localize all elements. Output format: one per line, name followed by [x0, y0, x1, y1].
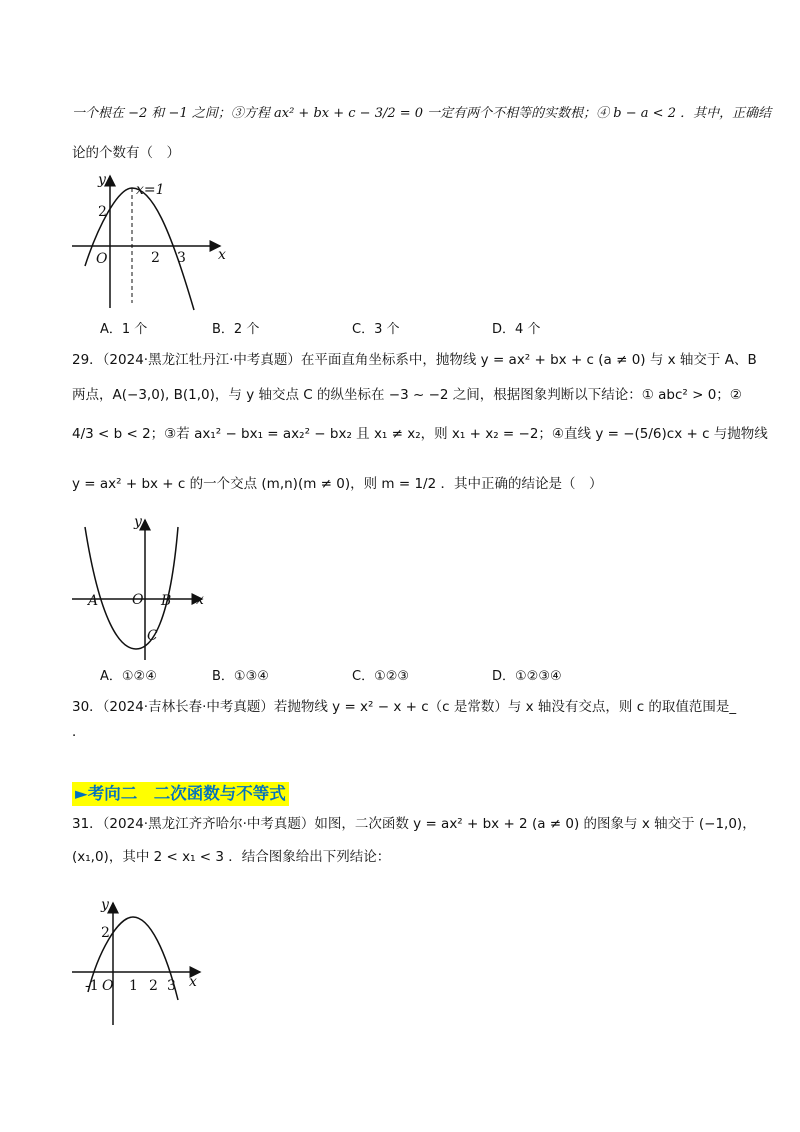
tick-label-3: 3 — [167, 978, 176, 994]
q31-line1: 31．（2024·黑龙江齐齐哈尔·中考真题）如图，二次函数 y = ax² + bx + 2 (a ≠ 0) 的图象与 x 轴交于 (−1,0)， — [72, 816, 756, 832]
q28-line1: 一个根在 −2 和 −1 之间；③方程 ax² + bx + c − 3/2 = 0 一定有两个不相等的实数根；④ b − a < 2 ．其中，正确结 — [72, 106, 772, 121]
q29-line4: y = ax² + bx + c 的一个交点 (m,n)(m ≠ 0)，则 m = 1/2 ．其中正确的结论是（ ） — [72, 476, 603, 492]
origin-label: O — [132, 592, 144, 608]
point-a-label: A — [88, 593, 99, 609]
tick-label-1: 1 — [129, 978, 138, 994]
q28-option-b[interactable]: B．2 个 — [212, 322, 260, 337]
y-axis-label: y — [101, 897, 109, 913]
origin-label: O — [102, 978, 114, 994]
q29-option-a[interactable]: A．①②④ — [100, 669, 157, 684]
q31-line2: (x₁,0)，其中 2 < x₁ < 3 ．结合图象给出下列结论： — [72, 849, 391, 865]
q30-line1: 30．（2024·吉林长春·中考真题）若抛物线 y = x² − x + c（c 是常数）与 x 轴没有交点，则 c 的取值范围是_ — [72, 699, 737, 715]
q28-option-d[interactable]: D．4 个 — [492, 322, 541, 337]
q29-options — [100, 665, 720, 685]
tick-label-neg1: -1 — [85, 978, 99, 994]
y-axis-label: y — [98, 172, 106, 188]
q29-line3: 4/3 < b < 2；③若 ax₁² − bx₁ = ax₂² − bx₂ 且 x₁ ≠ x₂，则 x₁ + x₂ = −2；④直线 y = −(5/6)cx + c 与抛物线 — [72, 426, 768, 442]
point-b-label: B — [161, 593, 172, 609]
q28-option-a[interactable]: A．1 个 — [100, 322, 148, 337]
q29-line2: 两点，A(−3,0), B(1,0)，与 y 轴交点 C 的纵坐标在 −3 ~ −2 之间，根据图象判断以下结论：① abc² > 0；② — [72, 387, 742, 403]
y-intercept-label: 2 — [101, 925, 110, 941]
x-axis-label: x — [218, 247, 226, 263]
q29-option-d[interactable]: D．①②③④ — [492, 669, 562, 684]
q28-graph — [70, 168, 240, 318]
parabola-curve — [85, 527, 178, 649]
q29-graph — [70, 512, 220, 662]
q28-options — [100, 318, 720, 338]
tick-label-2: 2 — [149, 978, 158, 994]
tick-label-3: 3 — [177, 250, 186, 266]
q31-graph — [70, 897, 210, 1029]
q29-line1: 29．（2024·黑龙江牡丹江·中考真题）在平面直角坐标系中，抛物线 y = ax² + bx + c (a ≠ 0) 与 x 轴交于 A、B — [72, 352, 757, 368]
x-axis-label: x — [196, 592, 204, 608]
point-c-label: C — [147, 628, 158, 644]
origin-label: O — [96, 251, 108, 267]
q30-line2: ． — [72, 724, 86, 740]
symmetry-axis-label: x=1 — [136, 182, 165, 198]
q28-line2: 论的个数有（ ） — [72, 145, 180, 161]
x-axis-label: x — [189, 974, 197, 990]
q28-option-c[interactable]: C．3 个 — [352, 322, 400, 337]
q29-option-c[interactable]: C．①②③ — [352, 669, 410, 684]
y-axis-label: y — [134, 514, 142, 530]
y-intercept-label: 2 — [98, 204, 107, 220]
tick-label-2: 2 — [151, 250, 160, 266]
section-title: ►考向二 二次函数与不等式 — [72, 782, 289, 806]
q29-option-b[interactable]: B．①③④ — [212, 669, 269, 684]
